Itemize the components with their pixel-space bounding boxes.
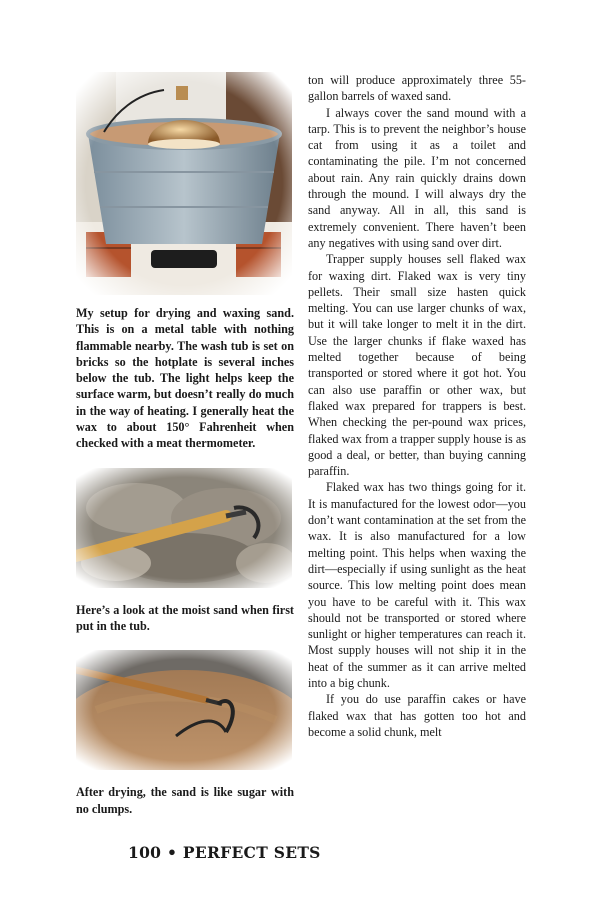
body-paragraph: ton will produce approximately three 55-gallon barrels of waxed sand. (308, 73, 526, 104)
body-paragraph: I always cover the sand mound with a tarp. This is to prevent the neighbor’s house cat from using it as a toilet and contaminating the pile. I’m not concerned about rain. Any rain quickly drains down through the mound. I will always dry the sand anyway. All in all, this sand is extremely convenient. There haven’t been any negatives with using sand over dirt. (308, 105, 526, 250)
figure-caption: Here’s a look at the moist sand when first put in the tub. (76, 602, 294, 633)
figure-caption: After drying, the sand is like sugar with no clumps. (76, 785, 294, 816)
page-footer (128, 843, 321, 862)
figure-caption: My setup for drying and waxing sand. This is on a metal table with nothing flammable nearby. The wash tub is set on bricks so the hotplate is several inches below the tub. The light helps keep the surface warm, but doesn’t really do much in the way of heating. I generally heat the wax to about 150° Fahrenheit when checked with a meat thermometer. (76, 306, 294, 451)
page-number: 100 (128, 843, 162, 862)
body-text-column (308, 72, 526, 740)
dry-sand-photo (76, 650, 292, 770)
footer-separator: • (166, 843, 178, 862)
tub-heat-lamp-photo (76, 72, 292, 295)
left-column (76, 72, 294, 817)
body-paragraph: If you do use paraffin cakes or have flaked wax that has gotten too hot and become a solid chunk, melt (308, 692, 526, 739)
body-paragraph: Flaked wax has two things going for it. It is manufactured for the lowest odor—you don’t want contamination at the set from the wax. It is also manufactured for a low melting point. This helps when waxing the dirt—especially if using sunlight as the heat source. This low melting point does mean you have to be careful with it. This wax should not be transported or stored where sunlight or higher temperatures can reach it. Most supply houses will not ship it in the heat of the summer as it can arrive melted into a big chunk. (308, 480, 526, 690)
moist-sand-photo (76, 468, 292, 588)
body-paragraph: Trapper supply houses sell flaked wax for waxing dirt. Flaked wax is very tiny pellets. Their small size hasten quick melting. You can use larger chunks of wax, but it will take longer to melt it in the dirt. Use the larger chunks if flake waxed has melted together because of being transported or stored where it got hot. You can also use paraffin or other wax, but flaked wax prepared for trappers is best. When checking the per-pound wax prices, flaked wax from a trapper supply house is as good a deal, or better, than buying canning paraffin. (308, 252, 526, 479)
book-title: PERFECT SETS (182, 843, 321, 862)
